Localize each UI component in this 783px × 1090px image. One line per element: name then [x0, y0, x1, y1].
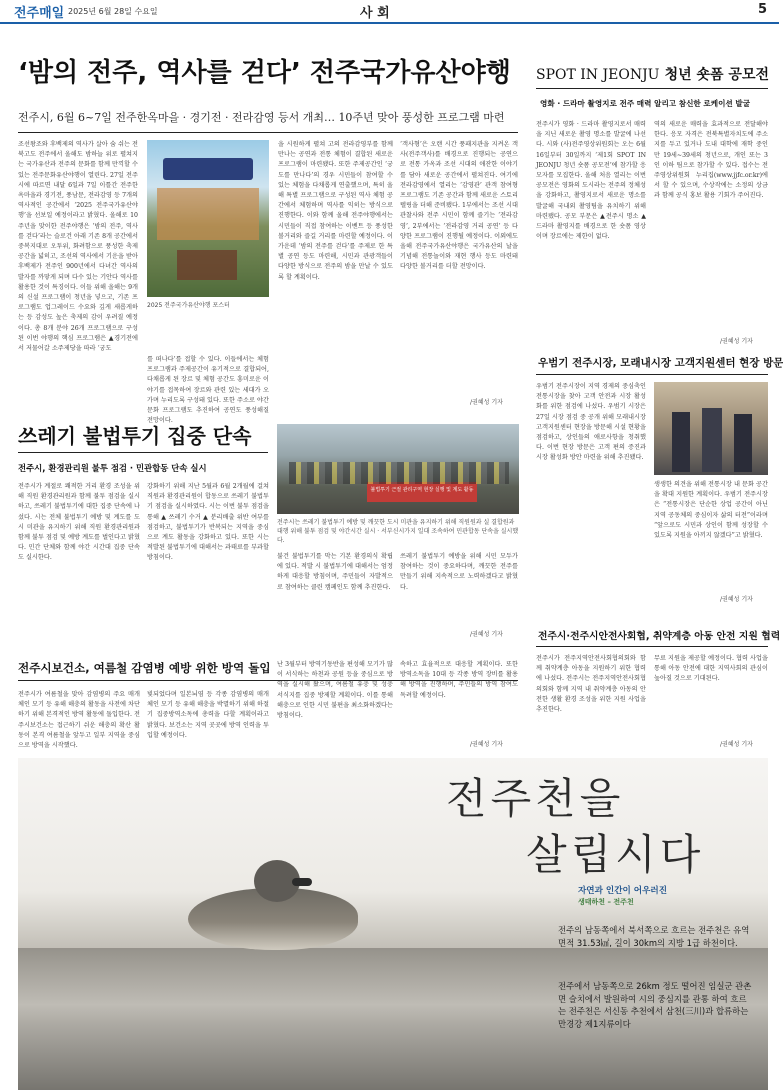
trash-photo-caption: 전주시는 쓰레기 불법투기 예방 및 깨끗한 도시 미관을 유지하기 위해 직원원과 실 결합원과 대행 위해 불투 점검 및 야간시간 실시 · 서부신시가지 일대 조속하여 민관합동 단속을 실시했다.	[277, 519, 519, 544]
trash-photo	[277, 424, 519, 514]
spot-column-1: 전주시가 영화 · 드라마 촬영지로서 매력을 지닌 새로운 촬영 명소를 발굴에 나선다. 시와 (사)전주영상위원회는 오는 6월 16일부터 30일까지 ‘제1회 SPOT IN JEONJU 청년 숏폼 공모전’에 참가할 응모자를 모집한다. 올해 처음 열리는 이번 공모전은 영화의 도시라는 전주의 정체성을 강화하고, 촬영지로서 새로운 명소를 발굴해 국내외 촬영팀을 유치하기 위해 마련됐다. 공모 부문은 ▲전주시 명소 ▲드라마 촬영지를 배경으로 한 숏폼 영상이며 장르에는 제한이 없다.	[536, 121, 646, 241]
lead-subhead-rule	[18, 132, 518, 133]
lead-headline	[18, 52, 511, 89]
spot-rule	[536, 88, 768, 89]
poster-photo	[147, 140, 269, 297]
trash-column-2: 강화하기 위해 지난 5월과 6월 2개월에 걸쳐 직원과 환경관리원이 합동으로 쓰레기 불법투기 점검을 실시하였다. 시는 이번 불투 점검을 통해 ▲ 쓰레기 수거 ▲ 분리배출 위반 여부를 점검하고, 불법투기가 반복되는 지역을 중심으로 계도 활동을 강화하고 있다. 또한 시는 적발된 불법투기에 대해서는 과태료를 부과할 방침이다.	[147, 483, 269, 562]
lead-byline: /권혜성 기자	[470, 399, 503, 406]
lead-column-1: 조선왕조와 후백제의 역사가 살아 숨 쉬는 전북고도 전주에서 올해도 밤하늘 위로 펼쳐지는 국가유산과 전주의 문화를 함께 만끽할 수 있는 전주문화유산야행이 열린다. 27일 전주시에 따르면 내달 6일과 7일 이틀간 전주한옥마을과 경기전, 풍남문, 전라감영 등 7개의 역사적인 공간에서 ‘2025 전주국가유산야행’을 선보일 예정이라고 밝혔다. 올해로 10주년을 맞이한 전주야행은 ‘밤의 전주, 역사를 걷다’라는 슬로건 아래 기존 8개 공간에서 중복지대로 오투위, 화려함으로 풍성한 축제 공간을 넓히고, 조선의 역사에서 기운을 받아 후백제가 전주인 900년에서 다녀간 역사의 발자를 까맣게 되며 다수 있는 기안다 역사를 활용한 것이 특징이다. 이들 위해 올해는 9개의 신설 프로그램이 청년을 넣으고, 기존 프로그램도 업그레이드 수요와 깊게 새롭게하는 등 감성도 높은 축제의 감이 우려질 예정이다. 총 8개 분야 26개 프로그램으로 구성된 이번 야행의 핵심 프로그램은 ▲경기전에서 저물어갈 소주제당을 따라 ‘궁도	[18, 141, 138, 353]
health-column-2: 빛되었다며 일본뇌염 등 각종 감염병의 매개체인 모기 등 유해 해충을 박멸하기 위해 하절기 집중방역소독에 총력을 다할 계획이라고 밝혔다. 보건소는 지역 곳곳에 방역 인력을 투입할 예정이다.	[147, 691, 269, 739]
page-number: 5	[758, 2, 768, 17]
health-column-3: 난 3월부터 방역기동반을 편성해 모기가 많이 서식하는 하천과 공원 등을 중심으로 방역을 실시해 왔으며, 여름철 유충 및 성충 서식지를 집중 방제할 계획이다. 이를 통해 해충으로 인한 시민 불편을 최소화하겠다는 방침이다.	[277, 661, 393, 720]
safety-column-2: 무료 지원을 제공할 예정이다. 협력 사업을 통해 아동 안전에 대한 지역사회의 관심이 높아질 것으로 기대된다.	[654, 655, 768, 683]
trash-column-4: 쓰레기 불법투기 예방을 위해 시민 모두가 참여하는 것이 중요하다며, 깨끗한 전주를 만들기 위해 지속적으로 노력하겠다고 밝혔다.	[400, 553, 518, 591]
trash-column-1: 전주시가 계절로 쾌적한 거리 환경 조성을 위해 직원 환경관리원과 함께 불투 점검을 실시하고, 쓰레기 불법투기에 대한 집중 단속에 나섰다. 시는 전체 불법투기 예방 및 계도를 도시 미관을 유지하기 위해 직원 환경관리원과 함께 불투 점검 및 예방 계도를 벌인다고 밝혔다. 민간 단체와 함께 야간 시간대 집중 단속도 실시한다.	[18, 483, 140, 562]
ad-title-line-1: 전주천을	[446, 774, 625, 823]
trash-column-3: 불건 불법투기를 막는 기본 환경의식 확립에 있다. 적발 시 불법투기에 대해서는 엄정하게 대응할 방침이며, 주민들이 자발적으로 참여하는 클린 캠페인도 함께 추진한다.	[277, 553, 393, 591]
market-column-1: 우범기 전주시장이 지역 경제의 중심축인 전통시장을 찾아 고객 안전과 시장 활성화를 위한 점검에 나섰다. 우범기 시장은 27일 시장 점검 중 공개 위해 모래내시장 고객지원센터 현장을 방문해 시설 현황을 점검하고, 상인들의 애로사항을 청취했다. 이번 현장 방문은 고객 편의 증진과 시장 활성화 방안 마련을 위해 추진됐다.	[536, 383, 646, 462]
lead-column-4: ‘객사형’은 오랜 시간 풍패지관을 지켜온 객사(전주객사)를 배경으로 진행되는 공연으로 전통 가옥과 조선 시대의 애잔한 이야기를 담아 새로운 공간에서 펼쳐진다. 여기에 전라감영에서 열리는 ‘감영관’ 관객 참여형 프로그램도 기존 공간과 함께 새로운 스토리텔링을 더해 준비됐다. 1부에서는 조선 시대 관찰사와 전주 시민이 함께 즐기는 ‘전라감영’, 2부에서는 ‘전라감영 거리 공연’ 등 다양한 프로그램이 진행될 예정이다. 이외에도 올해 전주국가유산야행은 국가유산의 날을 기념해 전통놀이와 재현 행사 등도 마련돼 다양한 볼거리를 더할 전망이다.	[400, 141, 518, 271]
safety-rule	[536, 646, 768, 647]
lead-column-2: 를 떠나다’를 접할 수 있다. 이들에서는 체험 프로그램과 주제공간이 유기적으로 결합되어, 다채롭게 된 장르 및 체험 공간도 흥미로운 이야기를 접목하여 장르와 관련 있는 세대가 오가며 누리도록 구성돼 있다. 또한 주소로 야간 문화 프로그램도 추진하여 공연도 풍성해질 전망이다.	[147, 356, 269, 425]
market-rule	[536, 374, 768, 375]
spot-subhead: 영화 · 드라마 촬영지로 전주 매력 알리고 참신한 로케이션 발굴	[540, 99, 751, 108]
issue-date: 2025년 6월 28일 수요일	[68, 7, 158, 16]
trash-rule	[18, 452, 268, 453]
ad-body-2: 전주에서 남동쪽으로 26km 정도 떨어진 임실군 관촌면 슬치에서 발원하여 시의 중심지를 관통 하여 흐르는 전주천은 서신동 추천에서 삼천(三川)과 합류하는 만경강 제1지류이다	[558, 981, 752, 1029]
lead-headline-event: 전주국가유산야행	[309, 58, 511, 88]
spot-column-2: 역의 새로운 매력을 효과적으로 전달해야 한다. 응모 자격은 전북특별자치도에 주소지를 두고 있거나 도내 대학에 재학 중인 만 19세~39세의 청년으로, 개인 또는 3인 이하 팀으로 참가할 수 있다. 접수는 전주영상위원회 누리집(www.jjfc.or.kr)에서 할 수 있으며, 수상작에는 소정의 상금과 함께 공식 홍보 활용 기회가 주어진다.	[654, 121, 768, 200]
market-photo	[654, 382, 768, 475]
lead-column-3: 을 시원하게 펼쳐 고의 전라감영부를 함께 만나는 공연과 전통 체험이 결합된 새로운 프로그램이 마련됐다. 또한 주제공간인 ‘궁도를 만나다’의 경우 시민들이 참여할 수 있는 체험을 다채롭게 연출했으며, 특히 올해 특별 프로그램으로 구성된 역사 체험 공간에서 체험하며 역사를 익히는 방식으로 진행한다. 이와 함께 올해 전주야행에서는 시민들이 직접 참여하는 이벤트 등 풍성한 볼거리와 즐길 거리를 마련할 예정이다. 이 가운데 ‘밤의 전주를 걷다’를 주제로 한 특별 공연 등도 마련해, 시민과 관광객들이 다양한 방식으로 전주의 밤을 만날 수 있도록 할 계획이다.	[278, 141, 393, 281]
ad-title-line-2: 살립시다	[526, 830, 705, 879]
health-column-1: 전주시가 여름철을 맞아 감염병의 주요 매개체인 모기 등 유해 해충의 활동을 사전에 차단하기 위해 본격적인 방역 활동에 돌입한다. 전주시보건소는 접근하기 쉬운 해충의 확산 활동이 본격 여름철을 앞두고 일부 지역을 중심으로 방역을 시작했다.	[18, 691, 140, 750]
health-column-4: 속하고 효율적으로 대응할 계획이다. 또한 방역소독을 10대 등 각종 방역 장비를 활용해 방역을 진행하며, 주민들의 방역 참여도 독려할 예정이다.	[400, 661, 518, 699]
spot-heading	[536, 64, 769, 84]
trash-photo-banner: 불법투기 근절 관리구역 현장 실행 및 계도 활동	[370, 487, 474, 493]
spot-heading-ko: 청년 숏폼 공모전	[664, 67, 769, 83]
spot-heading-en: SPOT IN JEONJU	[536, 67, 660, 83]
health-headline: 전주시보건소, 여름철 감염병 예방 위한 방역 돌입	[18, 661, 271, 675]
health-byline: /권혜성 기자	[470, 741, 503, 748]
spot-byline: /권혜성 기자	[720, 338, 753, 345]
safety-column-1: 전주시가 전주지역안전사회협의회와 함께 취약계층 아동을 지원하기 위한 협력에 나섰다. 전주시는 전주지역안전사회협의회와 함께 지역 내 취약계층 아동의 안전한 생활 환경 조성을 위한 지원 사업을 추진한다.	[536, 655, 646, 714]
ad-tagline-1: 자연과 인간이 어우러진	[578, 886, 667, 896]
section-title: 사 회	[360, 6, 390, 21]
market-headline: 우범기 전주시장, 모래내시장 고객지원센터 현장 방문	[538, 357, 783, 369]
market-column-2: 생생한 의견을 위해 전통시장 내 문화 공간을 확대 지원한 계획이다. 우범기 전주시장은 “전통시장은 단순한 상업 공간이 아닌 지역 공동체의 중심이자 삶의 터전”이라며 “앞으로도 시민과 상인이 함께 성장할 수 있도록 지원을 아끼지 않겠다”고 밝혔다.	[654, 481, 768, 540]
safety-byline: /권혜성 기자	[720, 741, 753, 748]
trash-byline: /권혜성 기자	[470, 631, 503, 638]
ad-tagline-2: 생태하천 – 전주천	[578, 898, 634, 906]
ad-body-1: 전주의 남동쪽에서 북서쪽으로 흐르는 전주천은 유역면적 31.53㎢, 길이 30km의 지방 1급 하천이다.	[558, 925, 750, 948]
lead-subhead: 전주시, 6월 6~7일 전주한옥마을 · 경기전 · 전라감영 등서 개최… 10주년 맞아 풍성한 프로그램 마련	[18, 111, 505, 124]
lead-headline-quote: ‘밤의 전주, 역사를 걷다’	[18, 58, 301, 88]
trash-headline: 쓰레기 불법투기 집중 단속	[18, 424, 252, 448]
safety-headline: 전주시·전주시안전사회협, 취약계층 아동 안전 지원 협력	[538, 631, 781, 642]
masthead: 전주매일	[14, 6, 65, 21]
poster-caption: 2025 전주국가유산야행 포스터	[147, 302, 230, 309]
trash-subhead: 전주시, 환경관리원 불투 점검 · 민관합동 단속 실시	[18, 463, 207, 473]
market-byline: /권혜성 기자	[720, 596, 753, 603]
river-ad	[18, 758, 768, 1090]
